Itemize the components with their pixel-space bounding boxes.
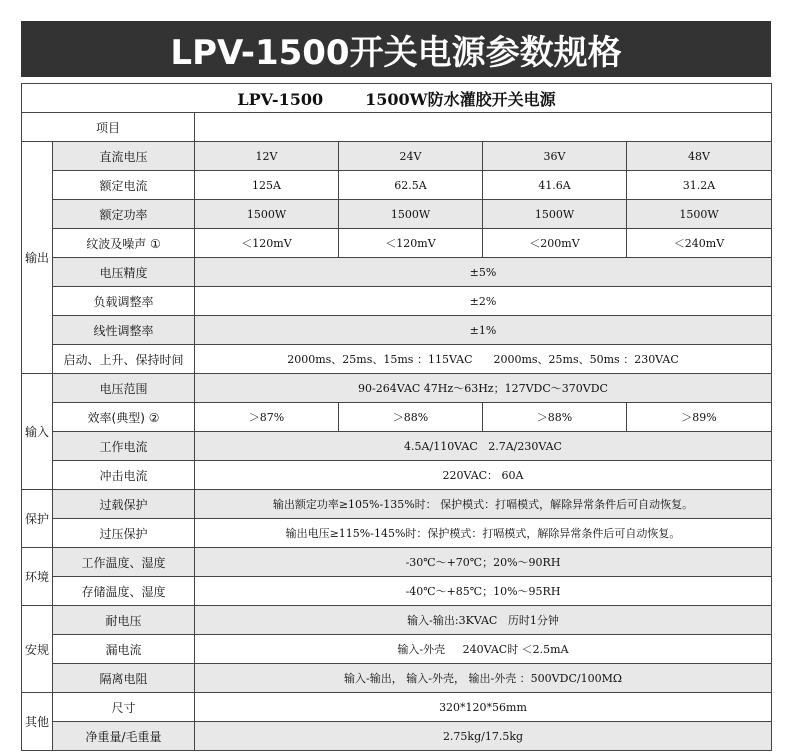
- parameter-value: ＞87%: [195, 403, 339, 432]
- parameter-value: -40℃～+85℃；10%～95RH: [195, 577, 772, 606]
- category-cell: 输出: [22, 142, 53, 374]
- parameter-value: 输入-输出:3KVAC 历时1分钟: [195, 606, 772, 635]
- spec-row: [22, 258, 772, 287]
- parameter-value: 36V: [483, 142, 627, 171]
- parameter-value: 41.6A: [483, 171, 627, 200]
- parameter-value: 220VAC： 60A: [195, 461, 772, 490]
- spec-row: [22, 316, 772, 345]
- parameter-value: 2000ms、25ms、15ms ：115VAC 2000ms、25ms、50ms ：230VAC: [195, 345, 772, 374]
- category-cell: 保护: [22, 490, 53, 548]
- parameter-value: 输出额定功率≥105%-135%时： 保护模式：打嗝模式，解除异常条件后可自动恢复。: [195, 490, 772, 519]
- spec-row: [22, 287, 772, 316]
- parameter-label: 过压保护: [53, 519, 195, 548]
- parameter-value: 48V: [627, 142, 772, 171]
- parameter-label: 尺寸: [53, 693, 195, 722]
- parameter-label: 工作温度、湿度: [53, 548, 195, 577]
- parameter-label: 隔离电阻: [53, 664, 195, 693]
- parameter-label: 直流电压: [53, 142, 195, 171]
- parameter-value: ＞88%: [339, 403, 483, 432]
- parameter-label: 纹波及噪声 ①: [53, 229, 195, 258]
- spec-row: [22, 374, 772, 403]
- spec-row: [22, 490, 772, 519]
- parameter-value: 输出电压≥115%-145%时：保护模式：打嗝模式，解除异常条件后可自动恢复。: [195, 519, 772, 548]
- parameter-label: 漏电流: [53, 635, 195, 664]
- category-cell: 安规: [22, 606, 53, 693]
- parameter-value: 输入-输出， 输入-外壳， 输出-外壳 ：500VDC/100MΩ: [195, 664, 772, 693]
- parameter-label: 冲击电流: [53, 461, 195, 490]
- parameter-value: 2.75kg/17.5kg: [195, 722, 772, 751]
- parameter-value: ±1%: [195, 316, 772, 345]
- parameter-label: 净重量/毛重量: [53, 722, 195, 751]
- spec-row: [22, 229, 772, 258]
- parameter-label: 耐电压: [53, 606, 195, 635]
- spec-row: [22, 722, 772, 751]
- parameter-label: 电压范围: [53, 374, 195, 403]
- spec-table: [21, 83, 772, 751]
- spec-row: [22, 664, 772, 693]
- parameter-value: 1500W: [195, 200, 339, 229]
- subtitle-cell: [22, 84, 772, 113]
- spec-row: [22, 403, 772, 432]
- parameter-value: 12V: [195, 142, 339, 171]
- item-header-label: 项目: [22, 113, 195, 142]
- parameter-value: ＞88%: [483, 403, 627, 432]
- parameter-value: 输入-外壳 240VAC时 ＜2.5mA: [195, 635, 772, 664]
- parameter-label: 电压精度: [53, 258, 195, 287]
- parameter-value: ＜120mV: [195, 229, 339, 258]
- category-cell: 输入: [22, 374, 53, 490]
- spec-row: [22, 606, 772, 635]
- category-cell: 环境: [22, 548, 53, 606]
- parameter-value: 1500W: [339, 200, 483, 229]
- parameter-value: -30℃～+70℃；20%～90RH: [195, 548, 772, 577]
- spec-row: [22, 461, 772, 490]
- item-header-row: [22, 113, 772, 142]
- parameter-value: ±5%: [195, 258, 772, 287]
- parameter-label: 额定功率: [53, 200, 195, 229]
- parameter-value: 1500W: [483, 200, 627, 229]
- banner-title: LPV-1500开关电源参数规格: [21, 21, 771, 77]
- spec-row: [22, 345, 772, 374]
- parameter-value: 24V: [339, 142, 483, 171]
- spec-row: [22, 171, 772, 200]
- subtitle-row: [22, 84, 772, 113]
- parameter-value: ＜120mV: [339, 229, 483, 258]
- parameter-label: 效率(典型) ②: [53, 403, 195, 432]
- spec-row: [22, 577, 772, 606]
- spec-row: [22, 432, 772, 461]
- parameter-value: 90-264VAC 47Hz～63Hz；127VDC～370VDC: [195, 374, 772, 403]
- parameter-value: 125A: [195, 171, 339, 200]
- parameter-label: 负载调整率: [53, 287, 195, 316]
- spec-row: [22, 548, 772, 577]
- category-cell: 其他: [22, 693, 53, 751]
- parameter-value: 4.5A/110VAC 2.7A/230VAC: [195, 432, 772, 461]
- parameter-value: ＞89%: [627, 403, 772, 432]
- parameter-value: 1500W: [627, 200, 772, 229]
- spec-row: [22, 142, 772, 171]
- model-description: 1500W防水灌胶开关电源: [365, 89, 556, 109]
- parameter-value: ＜240mV: [627, 229, 772, 258]
- parameter-label: 工作电流: [53, 432, 195, 461]
- spec-row: [22, 693, 772, 722]
- model-name: LPV-1500: [237, 89, 324, 109]
- spec-row: [22, 635, 772, 664]
- parameter-value: 62.5A: [339, 171, 483, 200]
- parameter-label: 线性调整率: [53, 316, 195, 345]
- parameter-label: 启动、上升、保持时间: [53, 345, 195, 374]
- parameter-value: 31.2A: [627, 171, 772, 200]
- parameter-label: 过载保护: [53, 490, 195, 519]
- spec-row: [22, 519, 772, 548]
- item-header-empty: [195, 113, 772, 142]
- parameter-value: ＜200mV: [483, 229, 627, 258]
- parameter-value: ±2%: [195, 287, 772, 316]
- parameter-label: 存储温度、湿度: [53, 577, 195, 606]
- spec-row: [22, 200, 772, 229]
- parameter-label: 额定电流: [53, 171, 195, 200]
- parameter-value: 320*120*56mm: [195, 693, 772, 722]
